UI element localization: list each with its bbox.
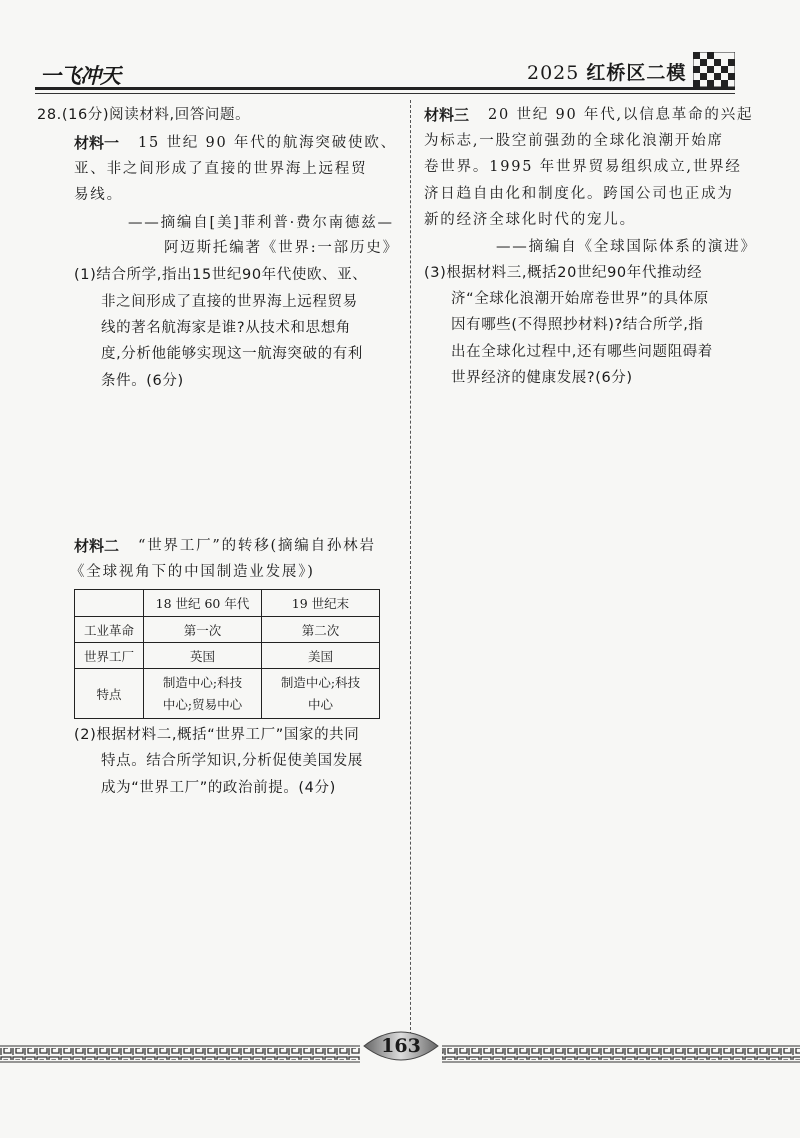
question-3-line: 济“全球化浪潮开始席卷世界”的具体原 [451, 291, 709, 307]
table-col-header: 19 世纪末 [262, 590, 380, 617]
table-row [75, 617, 380, 643]
page-number: 163 [381, 1035, 421, 1057]
material-2-line: 《全球视角下的中国制造业发展》) [70, 564, 315, 580]
material-1-line: 易线。 [74, 187, 123, 203]
question-1-line: 度,分析他能够实现这一航海突破的有利 [101, 346, 363, 362]
material-1-label: 材料一 [74, 134, 120, 152]
question-2-line: 特点。结合所学知识,分析促使美国发展 [101, 753, 363, 769]
question-intro: 28.(16分)阅读材料,回答问题。 [37, 107, 251, 123]
table-cell: 英国 [144, 643, 262, 669]
material-3-label: 材料三 [424, 106, 470, 124]
exam-year: 2025 [527, 62, 580, 84]
question-1-line: 线的著名航海家是谁?从技术和思想角 [101, 320, 351, 336]
question-3-line: 因有哪些(不得照抄材料)?结合所学,指 [451, 317, 704, 333]
table-row-label: 特点 [75, 669, 144, 719]
checker-decoration-icon [693, 52, 735, 88]
question-1-line: 条件。(6分) [101, 373, 184, 389]
material-1-source: ——摘编自[美]菲利普·费尔南德兹— [128, 215, 394, 231]
table-row [75, 669, 380, 719]
brand-logo: 一飞冲天 [40, 63, 120, 88]
table-cell [144, 669, 262, 719]
material-1-source: 阿迈斯托编著《世界:一部历史》 [164, 240, 399, 256]
table-cell: 第一次 [144, 617, 262, 643]
exam-title [527, 58, 686, 85]
column-divider [410, 100, 411, 1040]
question-2-line: (2)根据材料二,概括“世界工厂”国家的共同 [74, 727, 360, 743]
material-3-line: 为标志,一股空前强劲的全球化浪潮开始席 [424, 133, 724, 149]
header-rule [35, 87, 735, 90]
material-3-line: 20 世纪 90 年代,以信息革命的兴起 [488, 107, 754, 123]
question-2-line: 成为“世界工厂”的政治前提。(4分) [101, 780, 336, 796]
question-3-line: (3)根据材料三,概括20世纪90年代推动经 [424, 265, 703, 281]
table-cell [262, 669, 380, 719]
question-1-line: 非之间形成了直接的世界海上远程贸易 [101, 294, 358, 310]
material-2-line: “世界工厂”的转移(摘编自孙林岩 [138, 538, 376, 554]
header-rule-thin [35, 93, 735, 94]
material-3-source: ——摘编自《全球国际体系的演进》 [496, 239, 757, 255]
table-cell-line: 制造中心;科技 [280, 674, 361, 690]
table-row [75, 643, 380, 669]
question-3-line: 出在全球化过程中,还有哪些问题阻碍着 [451, 344, 713, 360]
table-corner-cell [75, 590, 144, 617]
table-col-header: 18 世纪 60 年代 [144, 590, 262, 617]
question-1-line: (1)结合所学,指出15世纪90年代使欧、亚、 [74, 267, 368, 283]
table-row-label: 世界工厂 [75, 643, 144, 669]
material-3-line: 新的经济全球化时代的宠儿。 [424, 212, 636, 228]
table-cell: 美国 [262, 643, 380, 669]
material-1-line: 亚、非之间形成了直接的世界海上远程贸 [74, 161, 368, 177]
world-factory-table [74, 589, 380, 719]
table-cell-line: 中心;贸易中心 [162, 696, 243, 712]
question-3-line: 世界经济的健康发展?(6分) [451, 370, 633, 386]
table-row-label: 工业革命 [75, 617, 144, 643]
material-1-line: 15 世纪 90 年代的航海突破使欧、 [138, 135, 397, 151]
material-3-line: 济日趋自由化和制度化。跨国公司也正成为 [424, 186, 734, 202]
table-cell-line: 制造中心;科技 [162, 674, 243, 690]
material-2-label: 材料二 [74, 537, 120, 555]
material-3-line: 卷世界。1995 年世界贸易组织成立,世界经 [424, 159, 742, 175]
table-cell-line: 中心 [307, 696, 333, 712]
table-cell: 第二次 [262, 617, 380, 643]
exam-name: 红桥区二模 [586, 62, 687, 84]
